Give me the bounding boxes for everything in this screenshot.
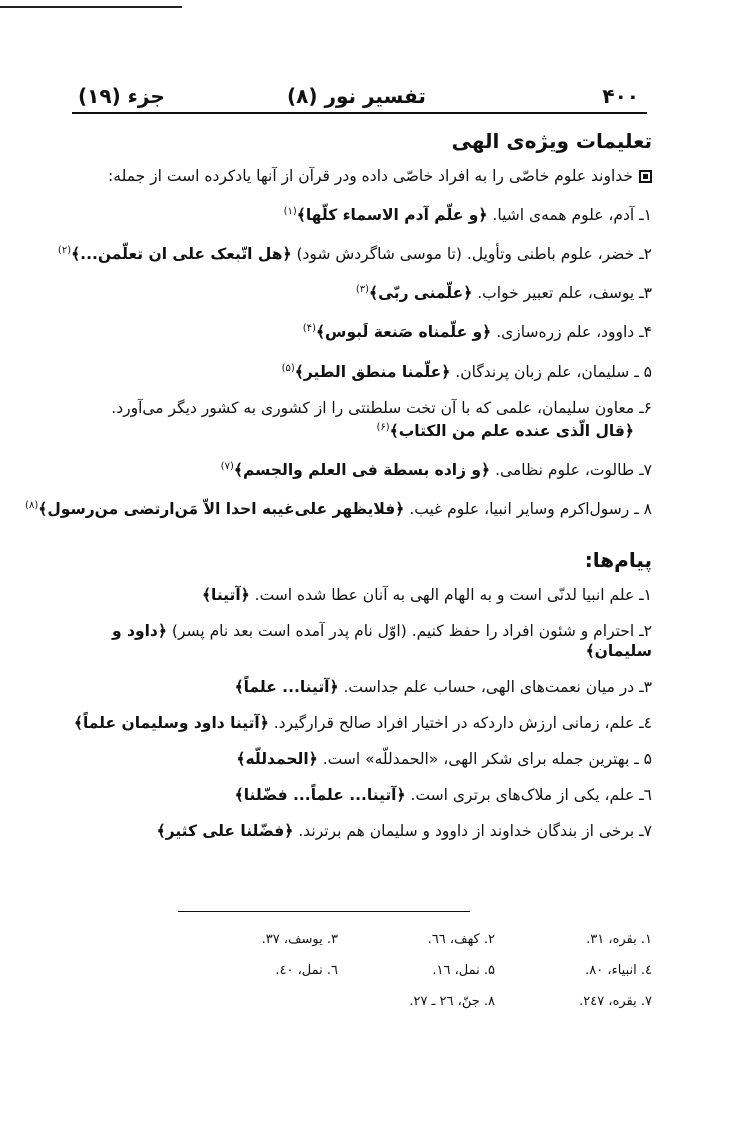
message-item bbox=[74, 669, 652, 705]
square-bullet-icon bbox=[639, 170, 652, 183]
footnote-row bbox=[180, 924, 652, 955]
page-number: ۴۰۰ bbox=[602, 84, 639, 108]
running-header bbox=[72, 82, 647, 114]
teaching-text: ۱ـ آدم، علوم همه‌ی اشیا. bbox=[492, 206, 652, 225]
message-text: ۲ـ احترام و شئون افراد را حفظ کنیم. (اوّل نام پدر آمده است بعد نام پسر) bbox=[171, 622, 652, 641]
footnote: ۵. نمل، ١٦. bbox=[432, 963, 495, 978]
teaching-item bbox=[74, 311, 652, 350]
teaching-item bbox=[74, 449, 652, 488]
quran-verse: ﴿علّمنی ربّی﴾ bbox=[369, 284, 473, 303]
footnote: ۸. جنّ، ٢٦ ـ ٢۷. bbox=[409, 994, 495, 1009]
teaching-text: ۶ـ معاون سلیمان، علمی که با آن تخت سلطنتی را از کشوری به کشور دیگر می‌آورد. bbox=[111, 398, 652, 417]
footnote: ۳. یوسف، ۳۷. bbox=[261, 932, 338, 947]
footnote: ۷. بقره، ٢٤۷. bbox=[579, 994, 652, 1009]
quran-verse: ﴿الحمدللّه﴾ bbox=[236, 750, 318, 769]
message-text: ٤ـ علم، زمانی ارزش داردکه در اختیار افراد صالح قرارگیرد. bbox=[273, 714, 652, 733]
message-item bbox=[74, 705, 652, 741]
quran-verse: ﴿آتینا داود وسلیمان علماً﴾ bbox=[73, 714, 269, 733]
footnote-ref: (۲) bbox=[57, 245, 72, 257]
footnote-ref: (۶) bbox=[376, 421, 390, 433]
footnote-ref: (۸) bbox=[25, 500, 39, 512]
intro-text: خداوند علوم خاصّی را به افراد خاصّی داده ودر قرآن از آنها یادکرده است از جمله: bbox=[108, 167, 633, 185]
quran-verse: ﴿آتینا... علماً... فضّلنا﴾ bbox=[234, 786, 406, 805]
footnote-ref: (۱) bbox=[283, 206, 297, 217]
quran-verse: ﴿و علّمناه صَنعة لَبوس﴾ bbox=[315, 323, 492, 342]
teaching-item bbox=[74, 351, 652, 390]
teaching-text: ۳ـ یوسف، علم تعبیر خواب. bbox=[477, 284, 652, 303]
teaching-item bbox=[74, 194, 652, 233]
quran-verse: ﴿علّمنا منطق الطیر﴾ bbox=[294, 362, 451, 381]
message-item bbox=[74, 813, 652, 849]
message-item bbox=[74, 577, 652, 613]
quran-verse: ﴿قال الّذی عنده علم من الکتاب﴾ bbox=[389, 421, 634, 440]
quran-verse: ﴿فلایظهر علی‌غیبه احدا الاّ مَن‌ارتضی من‌رسول﴾ bbox=[38, 500, 405, 519]
footnote: ۲. کهف، ٦٦. bbox=[427, 932, 495, 947]
messages-title: پیام‌ها: bbox=[584, 548, 652, 573]
message-item bbox=[74, 777, 652, 813]
teaching-text: ۲ـ خضر، علوم باطنی وتأویل. (تا موسی شاگردش شود) bbox=[296, 245, 652, 264]
header-title: تفسیر نور (۸) bbox=[287, 84, 426, 108]
header-part: جزء (۱۹) bbox=[78, 84, 165, 108]
message-text: ٦ـ علم، یکی از ملاک‌های برتری است. bbox=[410, 786, 652, 805]
teaching-item bbox=[25, 488, 652, 527]
footnote: ٤. انبیاء، ۸۰. bbox=[585, 963, 652, 978]
teaching-text: ۷ـ طالوت، علوم نظامی. bbox=[495, 461, 652, 480]
quran-verse: ﴿آتینا... علماً﴾ bbox=[234, 678, 339, 697]
teaching-item bbox=[57, 233, 652, 272]
quran-verse: ﴿و زاده بسطة فی العلم والجسم﴾ bbox=[233, 461, 491, 480]
footnote: ۱. بقره، ۳۱. bbox=[586, 932, 652, 947]
teaching-item bbox=[74, 272, 652, 311]
footnote-ref: (۴) bbox=[302, 323, 316, 335]
footnote-row bbox=[180, 986, 652, 1017]
message-text: ۱ـ علم انبیا لدنّی است و به الهام الهی به آنان عطا شده است. bbox=[254, 586, 652, 605]
message-item bbox=[74, 741, 652, 777]
footnote-rule bbox=[178, 911, 470, 912]
message-text: ۳ـ در میان نعمت‌های الهی، حساب علم جداست. bbox=[343, 678, 652, 697]
quran-verse: ﴿فضّلنا علی کثیر﴾ bbox=[156, 822, 294, 841]
footnote-row bbox=[180, 955, 652, 986]
teaching-item bbox=[74, 390, 652, 449]
footnote-ref: (۷) bbox=[220, 460, 234, 472]
quran-verse: ﴿و علّم آدم الاسماء کلّها﴾ bbox=[296, 206, 488, 225]
intro-paragraph bbox=[74, 158, 652, 194]
footnotes bbox=[180, 924, 652, 1017]
quran-verse: ﴿هل اتّبعک علی ان تعلّمن...﴾ bbox=[71, 245, 292, 264]
quran-verse: ﴿داود و سلیمان﴾ bbox=[112, 622, 652, 661]
section-title: تعلیمات ویژه‌ی الهی bbox=[451, 129, 652, 153]
message-item bbox=[74, 613, 652, 669]
message-text: ۷ـ برخی از بندگان خداوند از داوود و سلیمان هم برترند. bbox=[298, 822, 652, 841]
page-content bbox=[25, 118, 652, 849]
footnote-ref: (۵) bbox=[281, 362, 295, 374]
top-rule bbox=[0, 6, 182, 8]
quran-verse: ﴿آتینا﴾ bbox=[201, 586, 250, 605]
teaching-text: ۸ ـ رسول‌اکرم وسایر انبیا، علوم غیب. bbox=[409, 500, 652, 519]
footnote: ٦. نمل، ٤۰. bbox=[275, 963, 338, 978]
footnote-ref: (۳) bbox=[355, 284, 369, 296]
teaching-text: ۴ـ داوود، علم زره‌سازی. bbox=[496, 323, 652, 342]
message-text: ۵ ـ بهترین جمله برای شکر الهی، «الحمدللّه» است. bbox=[322, 750, 652, 769]
teaching-text: ۵ ـ سلیمان، علم زبان پرندگان. bbox=[455, 362, 652, 381]
